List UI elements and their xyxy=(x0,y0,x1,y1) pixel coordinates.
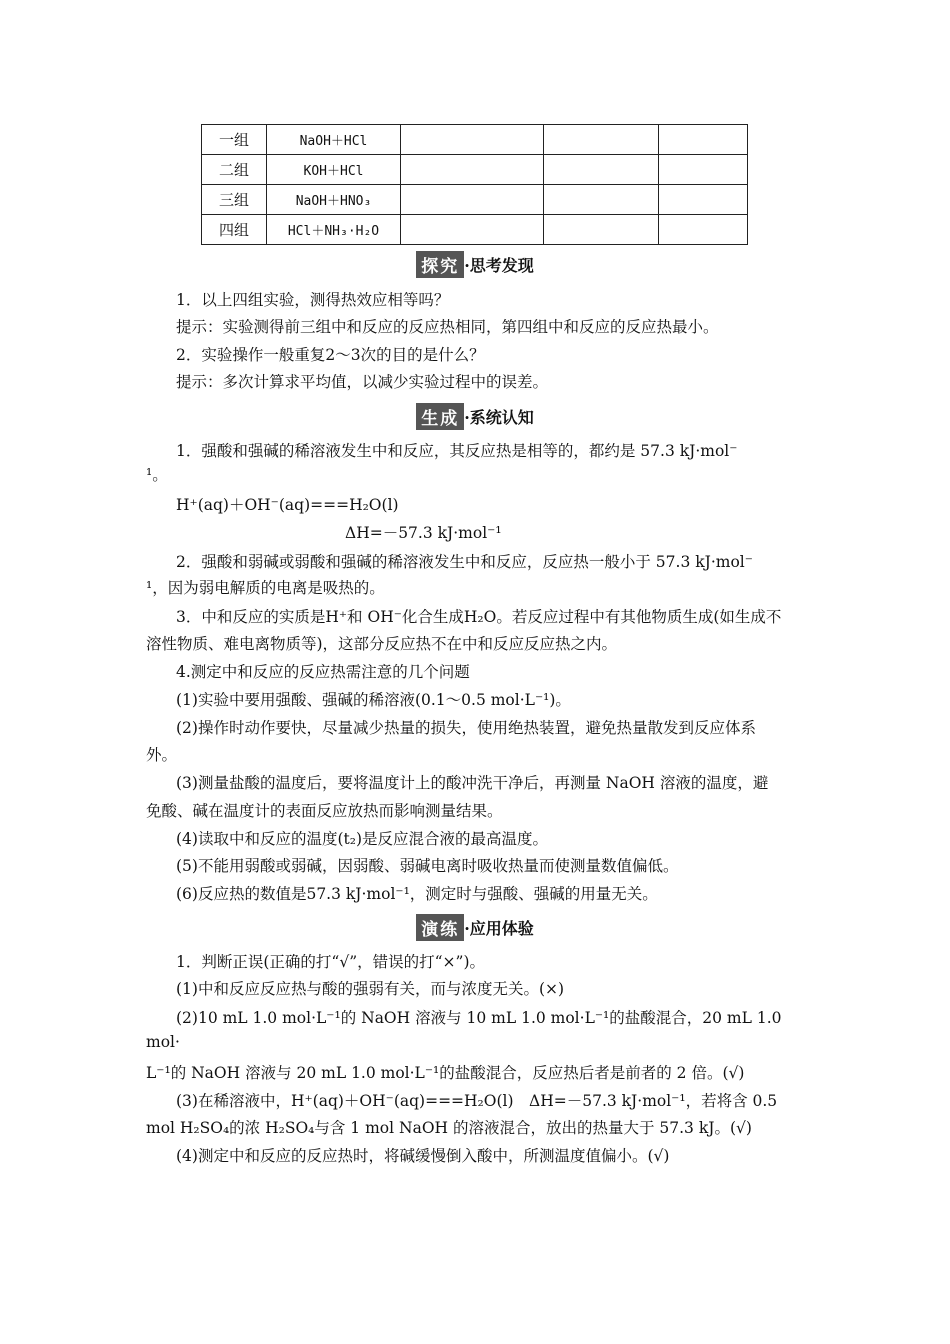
empty-cell xyxy=(659,155,748,185)
group-cell: 一组 xyxy=(202,125,267,155)
text-line: (6)反应热的数值是57.3 kJ·mol⁻¹，测定时与强酸、强碱的用量无关。 xyxy=(176,885,658,903)
empty-cell xyxy=(659,215,748,245)
question-line: 1．以上四组实验，测得热效应相等吗？ xyxy=(176,291,450,309)
group-cell: 四组 xyxy=(202,215,267,245)
text-line: 溶性物质、难电离物质等)，这部分反应热不在中和反应反应热之内。 xyxy=(146,635,618,653)
answer-line: mol· xyxy=(146,1033,180,1051)
section-title: ·系统认知 xyxy=(464,408,534,427)
hint-line: 提示：实验测得前三组中和反应的反应热相同，第四组中和反应的反应热最小。 xyxy=(176,318,719,336)
answer-line: (2)10 mL 1.0 mol·L⁻¹的 NaOH 溶液与 10 mL 1.0 mol·L⁻¹的盐酸混合，20 mL 1.0 xyxy=(176,1009,782,1027)
empty-cell xyxy=(659,185,748,215)
table-row xyxy=(202,185,748,215)
question-line: 2．实验操作一般重复2～3次的目的是什么？ xyxy=(176,346,485,364)
section-title: ·应用体验 xyxy=(464,919,534,938)
experiment-table xyxy=(201,124,748,245)
empty-cell xyxy=(544,125,659,155)
reaction-cell: KOH＋HCl xyxy=(267,155,401,185)
question-line: 1．判断正误(正确的打“√”，错误的打“×”)。 xyxy=(176,953,486,971)
empty-cell xyxy=(401,215,544,245)
text-line: 免酸、碱在温度计的表面反应放热而影响测量结果。 xyxy=(146,802,503,820)
empty-cell xyxy=(544,215,659,245)
section-badge: 探究 xyxy=(416,251,464,278)
empty-cell xyxy=(401,185,544,215)
section-heading-generate xyxy=(0,403,950,430)
table-row xyxy=(202,155,748,185)
section-badge: 演练 xyxy=(416,914,464,941)
reaction-cell: HCl＋NH₃·H₂O xyxy=(267,215,401,245)
empty-cell xyxy=(544,155,659,185)
section-heading-practice xyxy=(0,914,950,941)
text-line: 1．强酸和强碱的稀溶液发生中和反应，其反应热是相等的，都约是 57.3 kJ·mol⁻ xyxy=(176,442,738,460)
answer-line: L⁻¹的 NaOH 溶液与 20 mL 1.0 mol·L⁻¹的盐酸混合，反应热后者是前者的 2 倍。(√) xyxy=(146,1064,745,1082)
section-heading-explore xyxy=(0,251,950,278)
text-line: 外。 xyxy=(146,746,178,764)
table-row xyxy=(202,215,748,245)
text-line: (5)不能用弱酸或弱碱，因弱酸、弱碱电离时吸收热量而使测量数值偏低。 xyxy=(176,857,679,875)
text-line: 4.测定中和反应的反应热需注意的几个问题 xyxy=(176,663,470,681)
empty-cell xyxy=(544,185,659,215)
hint-line: 提示：多次计算求平均值，以减少实验过程中的误差。 xyxy=(176,373,549,391)
text-line: (2)操作时动作要快，尽量减少热量的损失，使用绝热装置，避免热量散发到反应体系 xyxy=(176,719,756,737)
text-line: (3)测量盐酸的温度后，要将温度计上的酸冲洗干净后，再测量 NaOH 溶液的温度，避 xyxy=(176,774,769,792)
text-line: 2．强酸和弱碱或弱酸和强碱的稀溶液发生中和反应，反应热一般小于 57.3 kJ·mol⁻ xyxy=(176,553,753,571)
text-line: ¹。 xyxy=(146,466,168,484)
answer-line: (3)在稀溶液中，H⁺(aq)＋OH⁻(aq)===H₂O(l) ΔH=－57.3 kJ·mol⁻¹，若将含 0.5 xyxy=(176,1092,778,1110)
answer-line: (1)中和反应反应热与酸的强弱有关，而与浓度无关。(×) xyxy=(176,980,565,998)
table-row xyxy=(202,125,748,155)
empty-cell xyxy=(401,155,544,185)
reaction-cell: NaOH＋HNO₃ xyxy=(267,185,401,215)
text-line: 3．中和反应的实质是H⁺和 OH⁻化合生成H₂O。若反应过程中有其他物质生成(如生成不 xyxy=(176,608,782,626)
text-line: ¹，因为弱电解质的电离是吸热的。 xyxy=(146,579,385,597)
reaction-cell: NaOH＋HCl xyxy=(267,125,401,155)
text-line: (4)读取中和反应的温度(t₂)是反应混合液的最高温度。 xyxy=(176,830,548,848)
section-title: ·思考发现 xyxy=(464,256,534,275)
answer-line: (4)测定中和反应的反应热时，将碱缓慢倒入酸中，所测温度值偏小。(√) xyxy=(176,1147,670,1165)
group-cell: 三组 xyxy=(202,185,267,215)
answer-line: mol H₂SO₄的浓 H₂SO₄与含 1 mol NaOH 的溶液混合，放出的热量大于 57.3 kJ。(√) xyxy=(146,1119,752,1137)
section-badge: 生成 xyxy=(416,403,464,430)
group-cell: 二组 xyxy=(202,155,267,185)
equation-line: H⁺(aq)＋OH⁻(aq)===H₂O(l) xyxy=(176,496,399,514)
empty-cell xyxy=(401,125,544,155)
text-line: (1)实验中要用强酸、强碱的稀溶液(0.1～0.5 mol·L⁻¹)。 xyxy=(176,691,571,709)
empty-cell xyxy=(659,125,748,155)
equation-line: ΔH=－57.3 kJ·mol⁻¹ xyxy=(345,524,502,542)
